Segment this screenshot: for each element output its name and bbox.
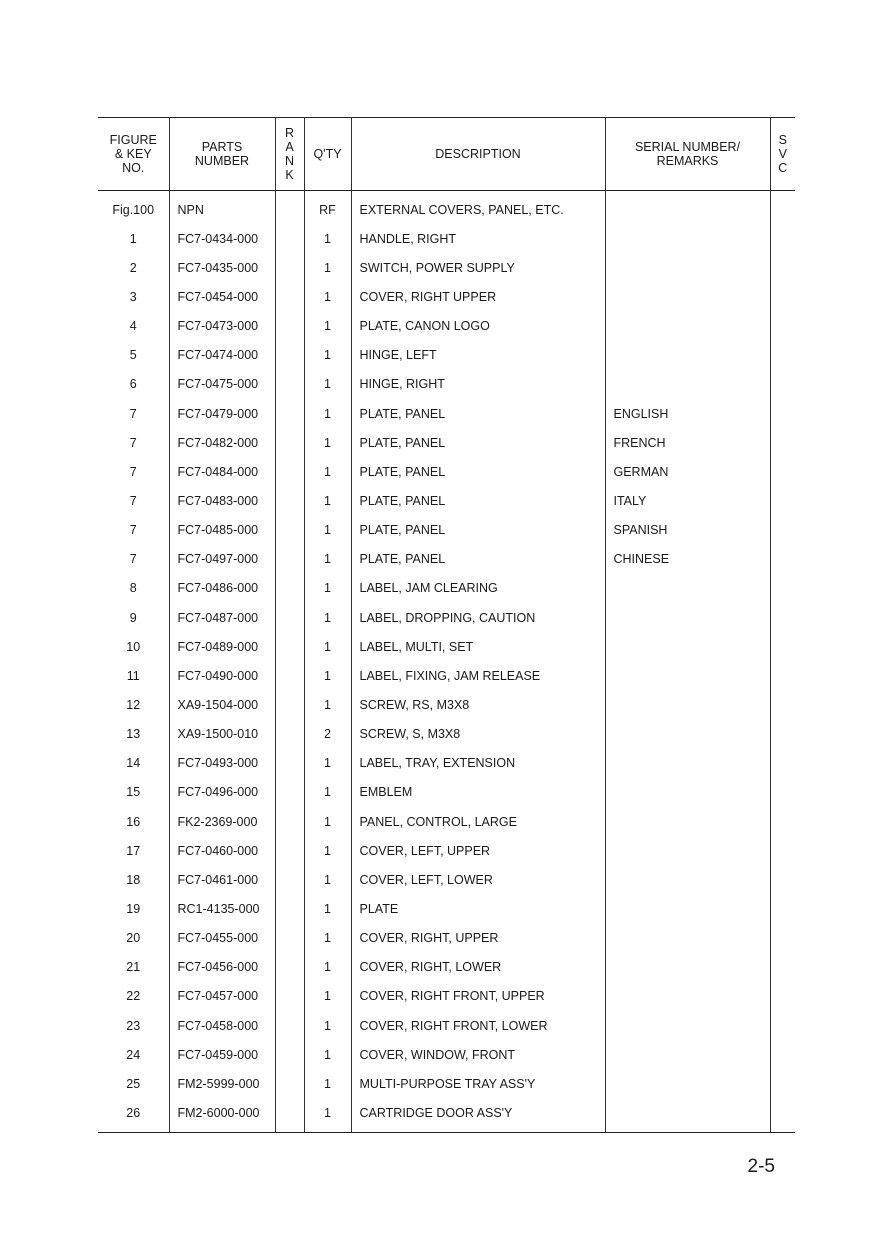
table-row: [98, 370, 795, 399]
qty-cell: 1: [304, 312, 351, 341]
table-row: [98, 574, 795, 603]
table-row: [98, 632, 795, 661]
description-cell: SCREW, RS, M3X8: [351, 690, 605, 719]
figure-key-cell: 14: [98, 749, 169, 778]
part-number-cell: FK2-2369-000: [169, 807, 275, 836]
rank-cell: [275, 574, 304, 603]
rank-cell: [275, 545, 304, 574]
rank-cell: [275, 778, 304, 807]
description-cell: HANDLE, RIGHT: [351, 224, 605, 253]
figure-key-cell: 7: [98, 545, 169, 574]
table-row: [98, 1069, 795, 1098]
svc-cell: [770, 224, 795, 253]
description-cell: LABEL, MULTI, SET: [351, 632, 605, 661]
rank-cell: [275, 982, 304, 1011]
svc-cell: [770, 1069, 795, 1098]
serial-remarks-cell: [605, 749, 770, 778]
part-number-cell: FC7-0475-000: [169, 370, 275, 399]
rank-cell: [275, 312, 304, 341]
serial-remarks-cell: ENGLISH: [605, 399, 770, 428]
svc-cell: [770, 399, 795, 428]
svc-cell: [770, 341, 795, 370]
part-number-cell: FC7-0496-000: [169, 778, 275, 807]
svc-cell: [770, 1011, 795, 1040]
table-row: [98, 282, 795, 311]
figure-key-cell: 7: [98, 399, 169, 428]
serial-remarks-cell: [605, 1069, 770, 1098]
serial-remarks-cell: [605, 953, 770, 982]
part-number-cell: XA9-1500-010: [169, 720, 275, 749]
qty-cell: 1: [304, 865, 351, 894]
part-number-cell: FC7-0486-000: [169, 574, 275, 603]
rank-cell: [275, 1069, 304, 1098]
description-cell: PLATE, PANEL: [351, 457, 605, 486]
table-row: [98, 224, 795, 253]
part-number-cell: FC7-0489-000: [169, 632, 275, 661]
description-cell: COVER, LEFT, LOWER: [351, 865, 605, 894]
figure-key-cell: 20: [98, 924, 169, 953]
qty-cell: 1: [304, 341, 351, 370]
parts-list-table: [98, 117, 795, 1133]
part-number-cell: RC1-4135-000: [169, 894, 275, 923]
rank-cell: [275, 661, 304, 690]
svc-cell: [770, 457, 795, 486]
serial-remarks-cell: [605, 370, 770, 399]
qty-cell: 1: [304, 807, 351, 836]
svc-cell: [770, 516, 795, 545]
table-row: [98, 516, 795, 545]
serial-remarks-cell: CHINESE: [605, 545, 770, 574]
serial-remarks-cell: SPANISH: [605, 516, 770, 545]
qty-cell: 1: [304, 428, 351, 457]
qty-cell: 1: [304, 516, 351, 545]
description-cell: PLATE, PANEL: [351, 399, 605, 428]
figure-key-cell: 25: [98, 1069, 169, 1098]
description-cell: COVER, WINDOW, FRONT: [351, 1040, 605, 1069]
svc-cell: [770, 312, 795, 341]
qty-cell: 1: [304, 661, 351, 690]
svc-cell: [770, 632, 795, 661]
figure-key-cell: 2: [98, 253, 169, 282]
table-row: [98, 749, 795, 778]
svc-cell: [770, 1098, 795, 1132]
serial-remarks-cell: [605, 341, 770, 370]
rank-cell: [275, 720, 304, 749]
part-number-cell: FC7-0435-000: [169, 253, 275, 282]
serial-remarks-cell: [605, 1011, 770, 1040]
table-row: [98, 428, 795, 457]
rank-cell: [275, 428, 304, 457]
serial-remarks-cell: [605, 1040, 770, 1069]
part-number-cell: FC7-0434-000: [169, 224, 275, 253]
rank-cell: [275, 1098, 304, 1132]
qty-cell: 1: [304, 253, 351, 282]
table-row: [98, 545, 795, 574]
figure-key-cell: 5: [98, 341, 169, 370]
description-cell: PANEL, CONTROL, LARGE: [351, 807, 605, 836]
part-number-cell: FC7-0457-000: [169, 982, 275, 1011]
serial-remarks-cell: [605, 690, 770, 719]
description-cell: HINGE, RIGHT: [351, 370, 605, 399]
table-row: [98, 191, 795, 225]
part-number-cell: FC7-0455-000: [169, 924, 275, 953]
serial-remarks-cell: [605, 603, 770, 632]
figure-key-cell: 22: [98, 982, 169, 1011]
qty-cell: 1: [304, 457, 351, 486]
svc-cell: [770, 661, 795, 690]
rank-cell: [275, 632, 304, 661]
description-cell: PLATE, PANEL: [351, 486, 605, 515]
description-cell: SWITCH, POWER SUPPLY: [351, 253, 605, 282]
part-number-cell: FC7-0479-000: [169, 399, 275, 428]
table-row: [98, 603, 795, 632]
part-number-cell: FM2-6000-000: [169, 1098, 275, 1132]
figure-key-cell: 7: [98, 516, 169, 545]
qty-cell: 1: [304, 749, 351, 778]
serial-remarks-cell: [605, 924, 770, 953]
rank-cell: [275, 253, 304, 282]
figure-key-cell: 8: [98, 574, 169, 603]
qty-cell: 1: [304, 894, 351, 923]
qty-cell: 1: [304, 1011, 351, 1040]
part-number-cell: NPN: [169, 191, 275, 225]
figure-key-cell: 7: [98, 428, 169, 457]
svc-cell: [770, 836, 795, 865]
description-cell: MULTI-PURPOSE TRAY ASS'Y: [351, 1069, 605, 1098]
table-row: [98, 807, 795, 836]
rank-cell: [275, 865, 304, 894]
table-row: [98, 457, 795, 486]
figure-key-cell: 12: [98, 690, 169, 719]
figure-key-cell: 26: [98, 1098, 169, 1132]
part-number-cell: FC7-0461-000: [169, 865, 275, 894]
qty-cell: 1: [304, 545, 351, 574]
table-row: [98, 1011, 795, 1040]
table-row: [98, 982, 795, 1011]
part-number-cell: FC7-0493-000: [169, 749, 275, 778]
table-row: [98, 486, 795, 515]
serial-remarks-cell: [605, 720, 770, 749]
svc-cell: [770, 253, 795, 282]
svc-cell: [770, 282, 795, 311]
figure-key-cell: 24: [98, 1040, 169, 1069]
serial-remarks-cell: ITALY: [605, 486, 770, 515]
part-number-cell: XA9-1504-000: [169, 690, 275, 719]
figure-key-cell: 17: [98, 836, 169, 865]
serial-remarks-cell: [605, 894, 770, 923]
description-cell: COVER, RIGHT, LOWER: [351, 953, 605, 982]
figure-key-cell: 7: [98, 457, 169, 486]
rank-cell: [275, 341, 304, 370]
table-row: [98, 720, 795, 749]
svc-cell: [770, 720, 795, 749]
part-number-cell: FC7-0485-000: [169, 516, 275, 545]
rank-cell: [275, 807, 304, 836]
header-rank: R A N K: [275, 118, 304, 191]
part-number-cell: FC7-0484-000: [169, 457, 275, 486]
description-cell: COVER, RIGHT, UPPER: [351, 924, 605, 953]
serial-remarks-cell: [605, 1098, 770, 1132]
figure-key-cell: 23: [98, 1011, 169, 1040]
figure-key-cell: 18: [98, 865, 169, 894]
svc-cell: [770, 865, 795, 894]
table-row: [98, 953, 795, 982]
serial-remarks-cell: [605, 224, 770, 253]
part-number-cell: FC7-0456-000: [169, 953, 275, 982]
description-cell: COVER, RIGHT FRONT, LOWER: [351, 1011, 605, 1040]
description-cell: LABEL, FIXING, JAM RELEASE: [351, 661, 605, 690]
description-cell: EXTERNAL COVERS, PANEL, ETC.: [351, 191, 605, 225]
rank-cell: [275, 282, 304, 311]
table-row: [98, 690, 795, 719]
rank-cell: [275, 457, 304, 486]
serial-remarks-cell: [605, 191, 770, 225]
rank-cell: [275, 399, 304, 428]
figure-key-cell: 3: [98, 282, 169, 311]
rank-cell: [275, 836, 304, 865]
svc-cell: [770, 603, 795, 632]
table-row: [98, 778, 795, 807]
svc-cell: [770, 574, 795, 603]
svc-cell: [770, 924, 795, 953]
rank-cell: [275, 1040, 304, 1069]
description-cell: PLATE: [351, 894, 605, 923]
serial-remarks-cell: [605, 253, 770, 282]
description-cell: LABEL, TRAY, EXTENSION: [351, 749, 605, 778]
serial-remarks-cell: [605, 632, 770, 661]
svc-cell: [770, 545, 795, 574]
part-number-cell: FC7-0474-000: [169, 341, 275, 370]
part-number-cell: FC7-0497-000: [169, 545, 275, 574]
figure-key-cell: 13: [98, 720, 169, 749]
header-description: DESCRIPTION: [351, 118, 605, 191]
header-svc: S V C: [770, 118, 795, 191]
figure-key-cell: 7: [98, 486, 169, 515]
qty-cell: RF: [304, 191, 351, 225]
serial-remarks-cell: [605, 312, 770, 341]
serial-remarks-cell: [605, 836, 770, 865]
figure-key-cell: 9: [98, 603, 169, 632]
svc-cell: [770, 778, 795, 807]
figure-key-cell: 4: [98, 312, 169, 341]
rank-cell: [275, 690, 304, 719]
table-row: [98, 312, 795, 341]
serial-remarks-cell: [605, 778, 770, 807]
qty-cell: 1: [304, 982, 351, 1011]
rank-cell: [275, 603, 304, 632]
description-cell: PLATE, PANEL: [351, 428, 605, 457]
qty-cell: 1: [304, 603, 351, 632]
svc-cell: [770, 428, 795, 457]
table-body: [98, 191, 795, 1133]
description-cell: PLATE, PANEL: [351, 516, 605, 545]
qty-cell: 1: [304, 836, 351, 865]
svc-cell: [770, 370, 795, 399]
figure-key-cell: 21: [98, 953, 169, 982]
figure-key-cell: 11: [98, 661, 169, 690]
rank-cell: [275, 370, 304, 399]
table-row: [98, 253, 795, 282]
part-number-cell: FC7-0483-000: [169, 486, 275, 515]
qty-cell: 1: [304, 924, 351, 953]
header-serial-remarks: SERIAL NUMBER/ REMARKS: [605, 118, 770, 191]
part-number-cell: FC7-0482-000: [169, 428, 275, 457]
qty-cell: 1: [304, 778, 351, 807]
qty-cell: 1: [304, 282, 351, 311]
part-number-cell: FM2-5999-000: [169, 1069, 275, 1098]
rank-cell: [275, 486, 304, 515]
serial-remarks-cell: FRENCH: [605, 428, 770, 457]
qty-cell: 2: [304, 720, 351, 749]
figure-key-cell: 6: [98, 370, 169, 399]
description-cell: LABEL, DROPPING, CAUTION: [351, 603, 605, 632]
qty-cell: 1: [304, 399, 351, 428]
qty-cell: 1: [304, 224, 351, 253]
svc-cell: [770, 749, 795, 778]
description-cell: CARTRIDGE DOOR ASS'Y: [351, 1098, 605, 1132]
header-parts-number: PARTS NUMBER: [169, 118, 275, 191]
part-number-cell: FC7-0454-000: [169, 282, 275, 311]
rank-cell: [275, 224, 304, 253]
part-number-cell: FC7-0490-000: [169, 661, 275, 690]
part-number-cell: FC7-0460-000: [169, 836, 275, 865]
serial-remarks-cell: [605, 982, 770, 1011]
serial-remarks-cell: GERMAN: [605, 457, 770, 486]
description-cell: LABEL, JAM CLEARING: [351, 574, 605, 603]
description-cell: HINGE, LEFT: [351, 341, 605, 370]
header-figure-key-no: FIGURE & KEY NO.: [98, 118, 169, 191]
svc-cell: [770, 982, 795, 1011]
rank-cell: [275, 894, 304, 923]
svc-cell: [770, 690, 795, 719]
qty-cell: 1: [304, 370, 351, 399]
qty-cell: 1: [304, 1069, 351, 1098]
qty-cell: 1: [304, 690, 351, 719]
serial-remarks-cell: [605, 661, 770, 690]
rank-cell: [275, 749, 304, 778]
figure-key-cell: 1: [98, 224, 169, 253]
part-number-cell: FC7-0459-000: [169, 1040, 275, 1069]
qty-cell: 1: [304, 574, 351, 603]
table-row: [98, 865, 795, 894]
description-cell: COVER, LEFT, UPPER: [351, 836, 605, 865]
description-cell: PLATE, PANEL: [351, 545, 605, 574]
qty-cell: 1: [304, 486, 351, 515]
table-row: [98, 399, 795, 428]
rank-cell: [275, 516, 304, 545]
page-number: 2-5: [747, 1156, 775, 1177]
figure-key-cell: Fig.100: [98, 191, 169, 225]
table-row: [98, 1098, 795, 1132]
header-qty: Q'TY: [304, 118, 351, 191]
table-row: [98, 1040, 795, 1069]
svc-cell: [770, 486, 795, 515]
rank-cell: [275, 191, 304, 225]
figure-key-cell: 16: [98, 807, 169, 836]
table-row: [98, 341, 795, 370]
table-row: [98, 661, 795, 690]
description-cell: COVER, RIGHT FRONT, UPPER: [351, 982, 605, 1011]
qty-cell: 1: [304, 1098, 351, 1132]
rank-cell: [275, 953, 304, 982]
svc-cell: [770, 1040, 795, 1069]
part-number-cell: FC7-0473-000: [169, 312, 275, 341]
rank-cell: [275, 924, 304, 953]
serial-remarks-cell: [605, 807, 770, 836]
serial-remarks-cell: [605, 282, 770, 311]
qty-cell: 1: [304, 1040, 351, 1069]
svc-cell: [770, 953, 795, 982]
figure-key-cell: 15: [98, 778, 169, 807]
description-cell: SCREW, S, M3X8: [351, 720, 605, 749]
part-number-cell: FC7-0458-000: [169, 1011, 275, 1040]
part-number-cell: FC7-0487-000: [169, 603, 275, 632]
serial-remarks-cell: [605, 865, 770, 894]
qty-cell: 1: [304, 632, 351, 661]
table-row: [98, 924, 795, 953]
description-cell: PLATE, CANON LOGO: [351, 312, 605, 341]
rank-cell: [275, 1011, 304, 1040]
table-row: [98, 894, 795, 923]
svc-cell: [770, 191, 795, 225]
table-header: [98, 118, 795, 191]
table-row: [98, 836, 795, 865]
figure-key-cell: 10: [98, 632, 169, 661]
serial-remarks-cell: [605, 574, 770, 603]
description-cell: COVER, RIGHT UPPER: [351, 282, 605, 311]
description-cell: EMBLEM: [351, 778, 605, 807]
qty-cell: 1: [304, 953, 351, 982]
figure-key-cell: 19: [98, 894, 169, 923]
svc-cell: [770, 894, 795, 923]
svc-cell: [770, 807, 795, 836]
